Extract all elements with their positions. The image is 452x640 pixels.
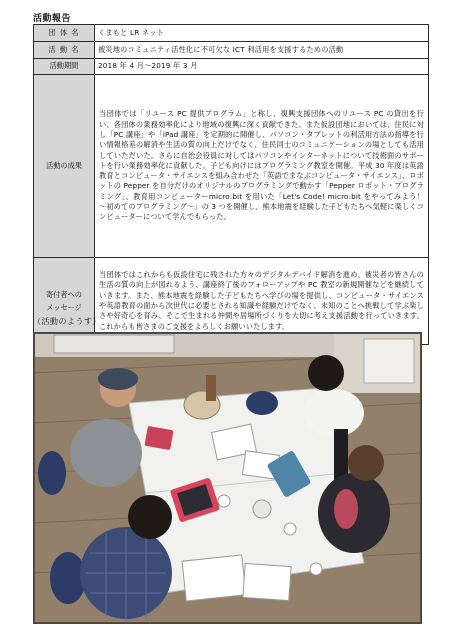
results-label: 活動の成果 xyxy=(34,75,95,258)
person-older-man-body xyxy=(70,419,142,487)
activity-name-row xyxy=(34,42,429,59)
group-name-label: 団 体 名 xyxy=(34,25,95,42)
photo-caption: （活動のようす） xyxy=(33,317,101,326)
report-heading: 活動報告 xyxy=(33,14,72,24)
window xyxy=(54,335,174,353)
activity-name-label: 活 動 名 xyxy=(34,42,95,59)
person-man-head xyxy=(308,355,344,391)
activity-photo xyxy=(33,332,422,624)
activity-name-value: 被災地のコミュニティ活性化に不可欠な ICT 利活用を支援するための活動 xyxy=(95,42,429,59)
glass-container xyxy=(253,500,271,518)
activity-period-row xyxy=(34,59,429,75)
results-text: 当団体では「リユース PC 提供プログラム」と称し、復興支援団体へのリユース PC の貸出を行い、各団体の業務効率化により地域の復興に深く貢献できた。また仮設団地においては、住民に対し「PC 講座」や「iPad 講座」を定期的に開催し、パソコン・タブレットの利活用方法の指導を行い情報格差の解消や生活の質の向上だけでなく、住民同士のコミュニケーションの場としても活用していただいた。さらに自治会役員に対してはパソコンやインターネットについて技術面のサポートを行い業務効率化に貢献した。子ども向けにはプログラミング教室を開催。平成 30 年度は英語教育とコンピュータ・サイエンスを組み合わせた「英語でまなぶコンピュータ・サイエンス」、ロボットの Pepper を自分だけのオリジナルのプログラミングで動かす「Pepper ロボット・プログラミング」、教育用コンピューターmicro:bit を用いた「Let's Code! micro:bit をやってみよう！ ～初めてのプログラミング～」の 3 つを開催し、熊本地震を経験した子どもたちへ気軽に楽しくコンピューターについて学んでもらった。 xyxy=(95,75,429,258)
bottle xyxy=(206,375,216,401)
paper-sheet xyxy=(243,563,291,600)
person-woman-head xyxy=(348,445,384,481)
paper-cup xyxy=(218,495,230,507)
message-label-line1: 寄付者への xyxy=(46,290,82,299)
paper-sheet xyxy=(182,555,246,601)
activity-period-value: 2018 年 4 月～2019 年 3 月 xyxy=(95,59,429,75)
paper-cup xyxy=(284,523,296,535)
results-row xyxy=(34,75,429,258)
chair xyxy=(38,451,66,495)
group-name-row xyxy=(34,25,429,42)
right-window xyxy=(364,339,414,383)
person-boy-head xyxy=(128,495,172,539)
message-text: 当団体ではこれからも仮設住宅に残された方々のデジタルデバイド解消を進め、被災者の皆さんの生活の質の向上が図れるよう、講座終了後のフォローアップや PC 教室の新規開催などを継続していきます。また、熊本地震を経験した子どもたちへ学びの場を提供し、コンピュータ・サイエンスや英語教育の面から次世代に必要とされる知識や経験だけでなく、未知のことへ挑戦して学ぶ楽しさや好奇心を育み、そこで生まれる仲間や居場所づくりを大切に考え支援活動を行っていきます。 これからも皆さまのご支援をよろしくお願いいたします。 xyxy=(95,258,429,345)
cap xyxy=(98,368,138,390)
activity-report-table xyxy=(33,24,429,345)
chair xyxy=(246,391,278,415)
paper-cup xyxy=(310,563,322,575)
message-label-line2: メッセージ xyxy=(46,303,82,312)
activity-period-label: 活動期間 xyxy=(34,59,95,75)
group-name-value: くまもと LR ネット xyxy=(95,25,429,42)
striped-top xyxy=(334,489,358,529)
activity-photo-illustration xyxy=(34,333,421,623)
